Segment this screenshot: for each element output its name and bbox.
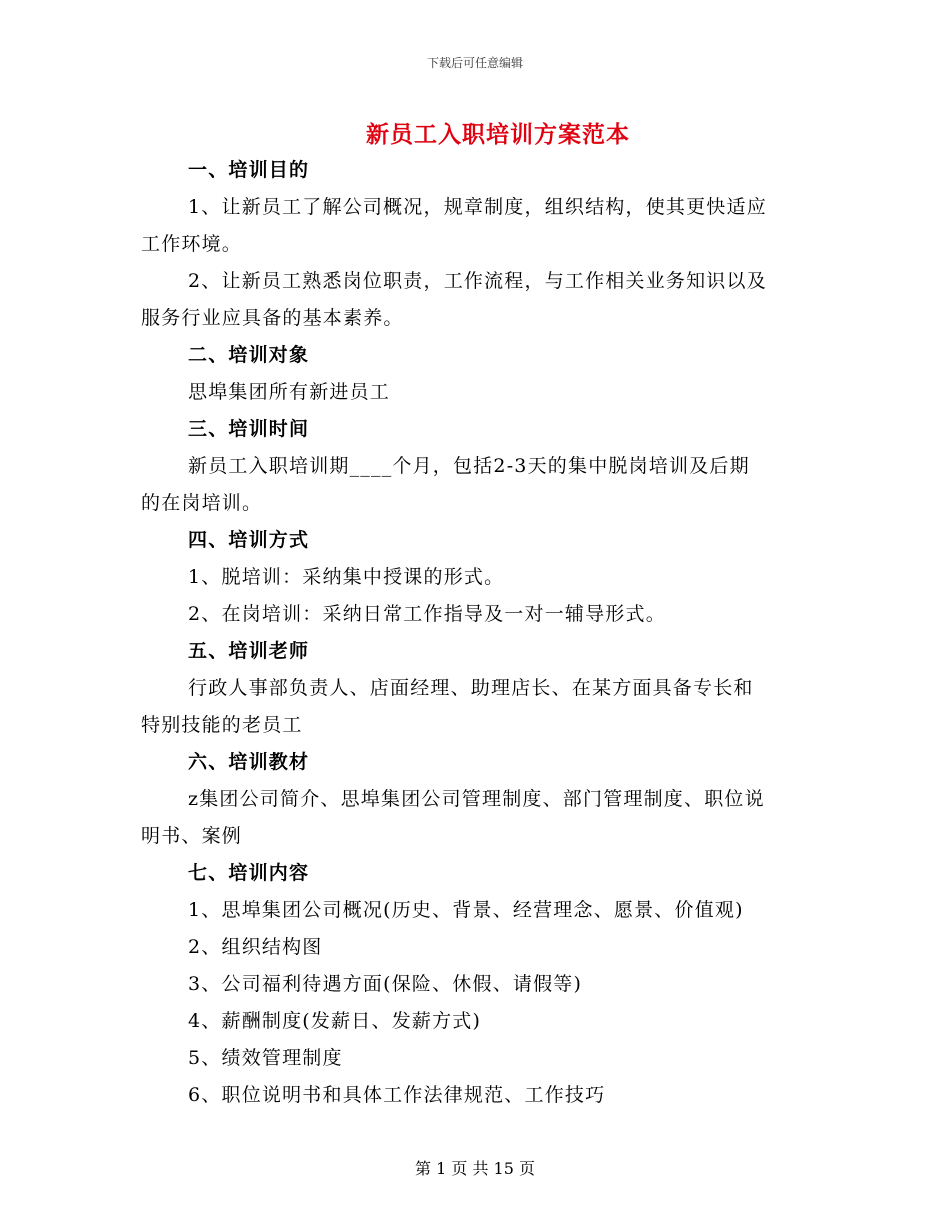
paragraph-line: 4、薪酬制度(发薪日、发薪方式) — [188, 1010, 482, 1032]
paragraph-line: 明书、案例 — [141, 825, 243, 847]
document-body — [141, 152, 817, 1114]
paragraph-line: 2、让新员工熟悉岗位职责，工作流程，与工作相关业务知识以及 — [188, 270, 767, 292]
paragraph-line: 特别技能的老员工 — [141, 714, 303, 736]
paragraph-line: 服务行业应具备的基本素养。 — [141, 307, 404, 329]
paragraph-line: 新员工入职培训期____个月，包括2-3天的集中脱岗培训及后期 — [188, 455, 750, 477]
section-heading: 五、培训老师 — [188, 640, 310, 662]
paragraph-line: z集团公司简介、思埠集团公司管理制度、部门管理制度、职位说 — [188, 788, 765, 810]
page-footer: 第 1 页 共 15 页 — [415, 1159, 535, 1178]
paragraph-line: 的在岗培训。 — [141, 492, 263, 514]
paragraph-line: 行政人事部负责人、店面经理、助理店长、在某方面具备专长和 — [188, 677, 754, 699]
paragraph-line: 1、思埠集团公司概况(历史、背景、经营理念、愿景、价值观) — [188, 899, 744, 921]
section-heading: 一、培训目的 — [188, 159, 310, 181]
document-title: 新员工入职培训方案范本 — [366, 121, 630, 148]
section-heading: 四、培训方式 — [188, 529, 310, 551]
paragraph-line: 工作环境。 — [141, 233, 243, 255]
paragraph-line: 1、让新员工了解公司概况，规章制度，组织结构，使其更快适应 — [188, 196, 767, 218]
paragraph-line: 2、在岗培训：采纳日常工作指导及一对一辅导形式。 — [188, 603, 666, 625]
section-heading: 六、培训教材 — [188, 751, 310, 773]
paragraph-line: 5、绩效管理制度 — [188, 1047, 343, 1069]
paragraph-line: 思埠集团所有新进员工 — [188, 381, 391, 403]
section-heading: 七、培训内容 — [188, 862, 310, 884]
section-heading: 三、培训时间 — [188, 418, 310, 440]
section-heading: 二、培训对象 — [188, 344, 310, 366]
paragraph-line: 6、职位说明书和具体工作法律规范、工作技巧 — [188, 1084, 606, 1106]
paragraph-line: 3、公司福利待遇方面(保险、休假、请假等) — [188, 973, 583, 995]
paragraph-line: 1、脱培训：采纳集中授课的形式。 — [188, 566, 505, 588]
paragraph-line: 2、组织结构图 — [188, 936, 323, 958]
header-note: 下载后可任意编辑 — [426, 56, 523, 70]
